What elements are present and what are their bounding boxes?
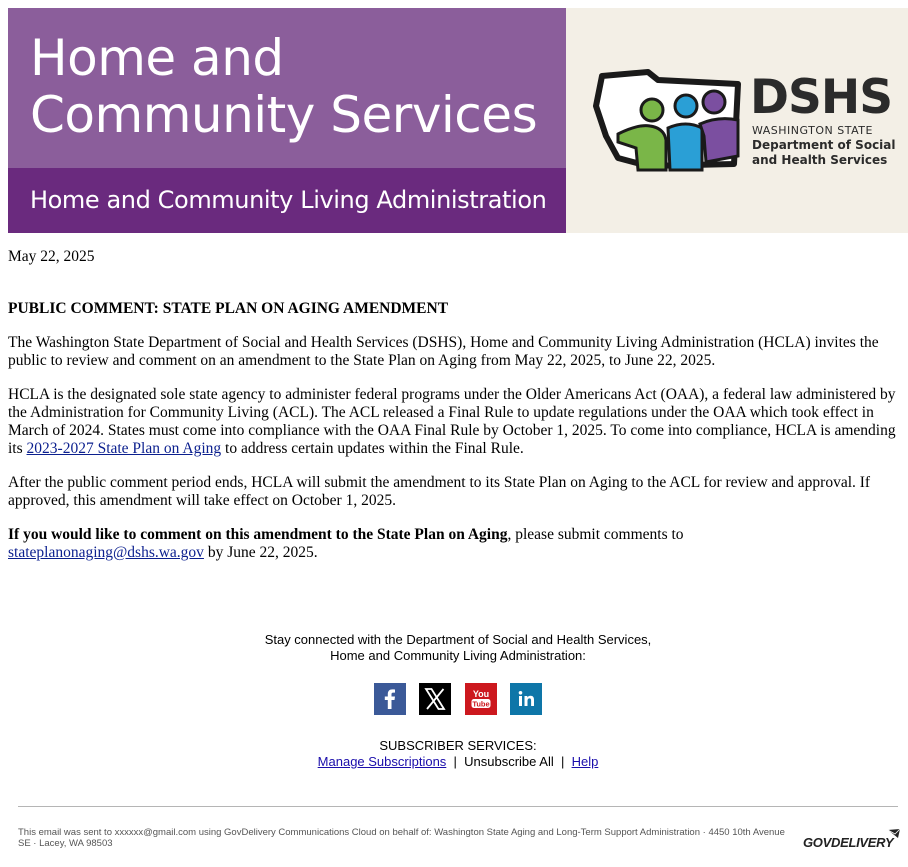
govdelivery-wordmark: GOVDELIVERY bbox=[803, 835, 894, 850]
banner-subtitle: Home and Community Living Administration bbox=[30, 186, 547, 214]
comment-instructions-text: , please submit comments to bbox=[507, 526, 684, 543]
header-banner bbox=[8, 8, 908, 233]
svg-text:You: You bbox=[472, 689, 490, 699]
linkedin-icon[interactable] bbox=[510, 683, 542, 715]
department-name-line2: and Health Services bbox=[752, 153, 888, 167]
comment-email-link[interactable]: stateplanonaging@dshs.wa.gov bbox=[8, 544, 204, 561]
subscriber-links bbox=[0, 754, 908, 770]
stay-connected-line1: Stay connected with the Department of Social and Health Services, bbox=[264, 632, 652, 647]
department-name-line1: Department of Social bbox=[752, 138, 896, 152]
stay-connected bbox=[0, 632, 908, 664]
unsubscribe-all-text[interactable]: Unsubscribe All bbox=[464, 754, 554, 769]
separator: | bbox=[446, 754, 465, 769]
banner-title-line2: Community Services bbox=[30, 86, 538, 144]
help-link[interactable]: Help bbox=[571, 754, 599, 769]
washington-state-label: WASHINGTON STATE bbox=[752, 124, 873, 137]
email-disclaimer: This email was sent to xxxxxx@gmail.com using GovDelivery Communications Cloud on behalf of: Washington State Aging and Long-Term Support Administration · 4450 10th Avenue SE · Lacey, WA 98503 bbox=[18, 827, 785, 849]
comment-callout: If you would like to comment on this amendment to the State Plan on Aging bbox=[8, 526, 508, 543]
paragraph-background-end: to address certain updates within the Final Rule. bbox=[221, 440, 524, 457]
footer-divider bbox=[18, 806, 898, 807]
facebook-icon[interactable] bbox=[374, 683, 406, 715]
subscriber-services bbox=[0, 738, 908, 770]
paragraph-background bbox=[8, 386, 908, 458]
paragraph-intro: The Washington State Department of Social and Health Services (DSHS), Home and Community Living Administration (HCLA) invites the public to review and comment on an amendment to the State Plan on Aging from May 22, 2025, to June 22, 2025. bbox=[8, 334, 879, 369]
banner-subtitle-block bbox=[8, 168, 566, 233]
banner-title-block bbox=[8, 8, 566, 168]
message-heading: PUBLIC COMMENT: STATE PLAN ON AGING AMENDMENT bbox=[8, 300, 449, 317]
message-date: May 22, 2025 bbox=[8, 248, 95, 265]
govdelivery-logo bbox=[803, 828, 901, 854]
youtube-icon[interactable] bbox=[465, 683, 497, 715]
paragraph-next-steps: After the public comment period ends, HCLA will submit the amendment to its State Plan on Aging to the ACL for review and approval. If approved, this amendment will take effect on October 1, 2025. bbox=[8, 474, 871, 509]
dshs-logo bbox=[566, 8, 908, 233]
stay-connected-line2: Home and Community Living Administration: bbox=[330, 648, 586, 663]
paragraph-comment-instructions bbox=[8, 526, 908, 562]
manage-subscriptions-link[interactable]: Manage Subscriptions bbox=[317, 754, 447, 769]
subscriber-services-title: SUBSCRIBER SERVICES: bbox=[379, 738, 537, 753]
x-icon[interactable] bbox=[419, 683, 451, 715]
banner-title bbox=[30, 30, 537, 144]
svg-text:Tube: Tube bbox=[472, 699, 490, 709]
banner-title-panel bbox=[8, 8, 566, 233]
dshs-wordmark: DSHS bbox=[750, 70, 893, 125]
banner-title-line1: Home and bbox=[30, 29, 284, 87]
state-plan-link[interactable]: 2023-2027 State Plan on Aging bbox=[26, 440, 222, 457]
paragraph-background-text: HCLA is the designated sole state agency to administer federal programs under the Older Americans Act (OAA), a federal law administered by the Administration for Community Living (ACL). The ACL released a Final Rule to update regulations under the OAA which took effect in March of 2024. States must come into compliance with the OAA Final Rule by October 1, 2025. To come into compliance, HCLA is amending its bbox=[8, 386, 896, 457]
message-body bbox=[8, 248, 908, 562]
envelope-icon bbox=[887, 828, 901, 840]
social-links bbox=[0, 683, 908, 715]
separator: | bbox=[553, 754, 572, 769]
dshs-families-logo-icon bbox=[588, 66, 748, 176]
comment-deadline: by June 22, 2025. bbox=[203, 544, 318, 561]
